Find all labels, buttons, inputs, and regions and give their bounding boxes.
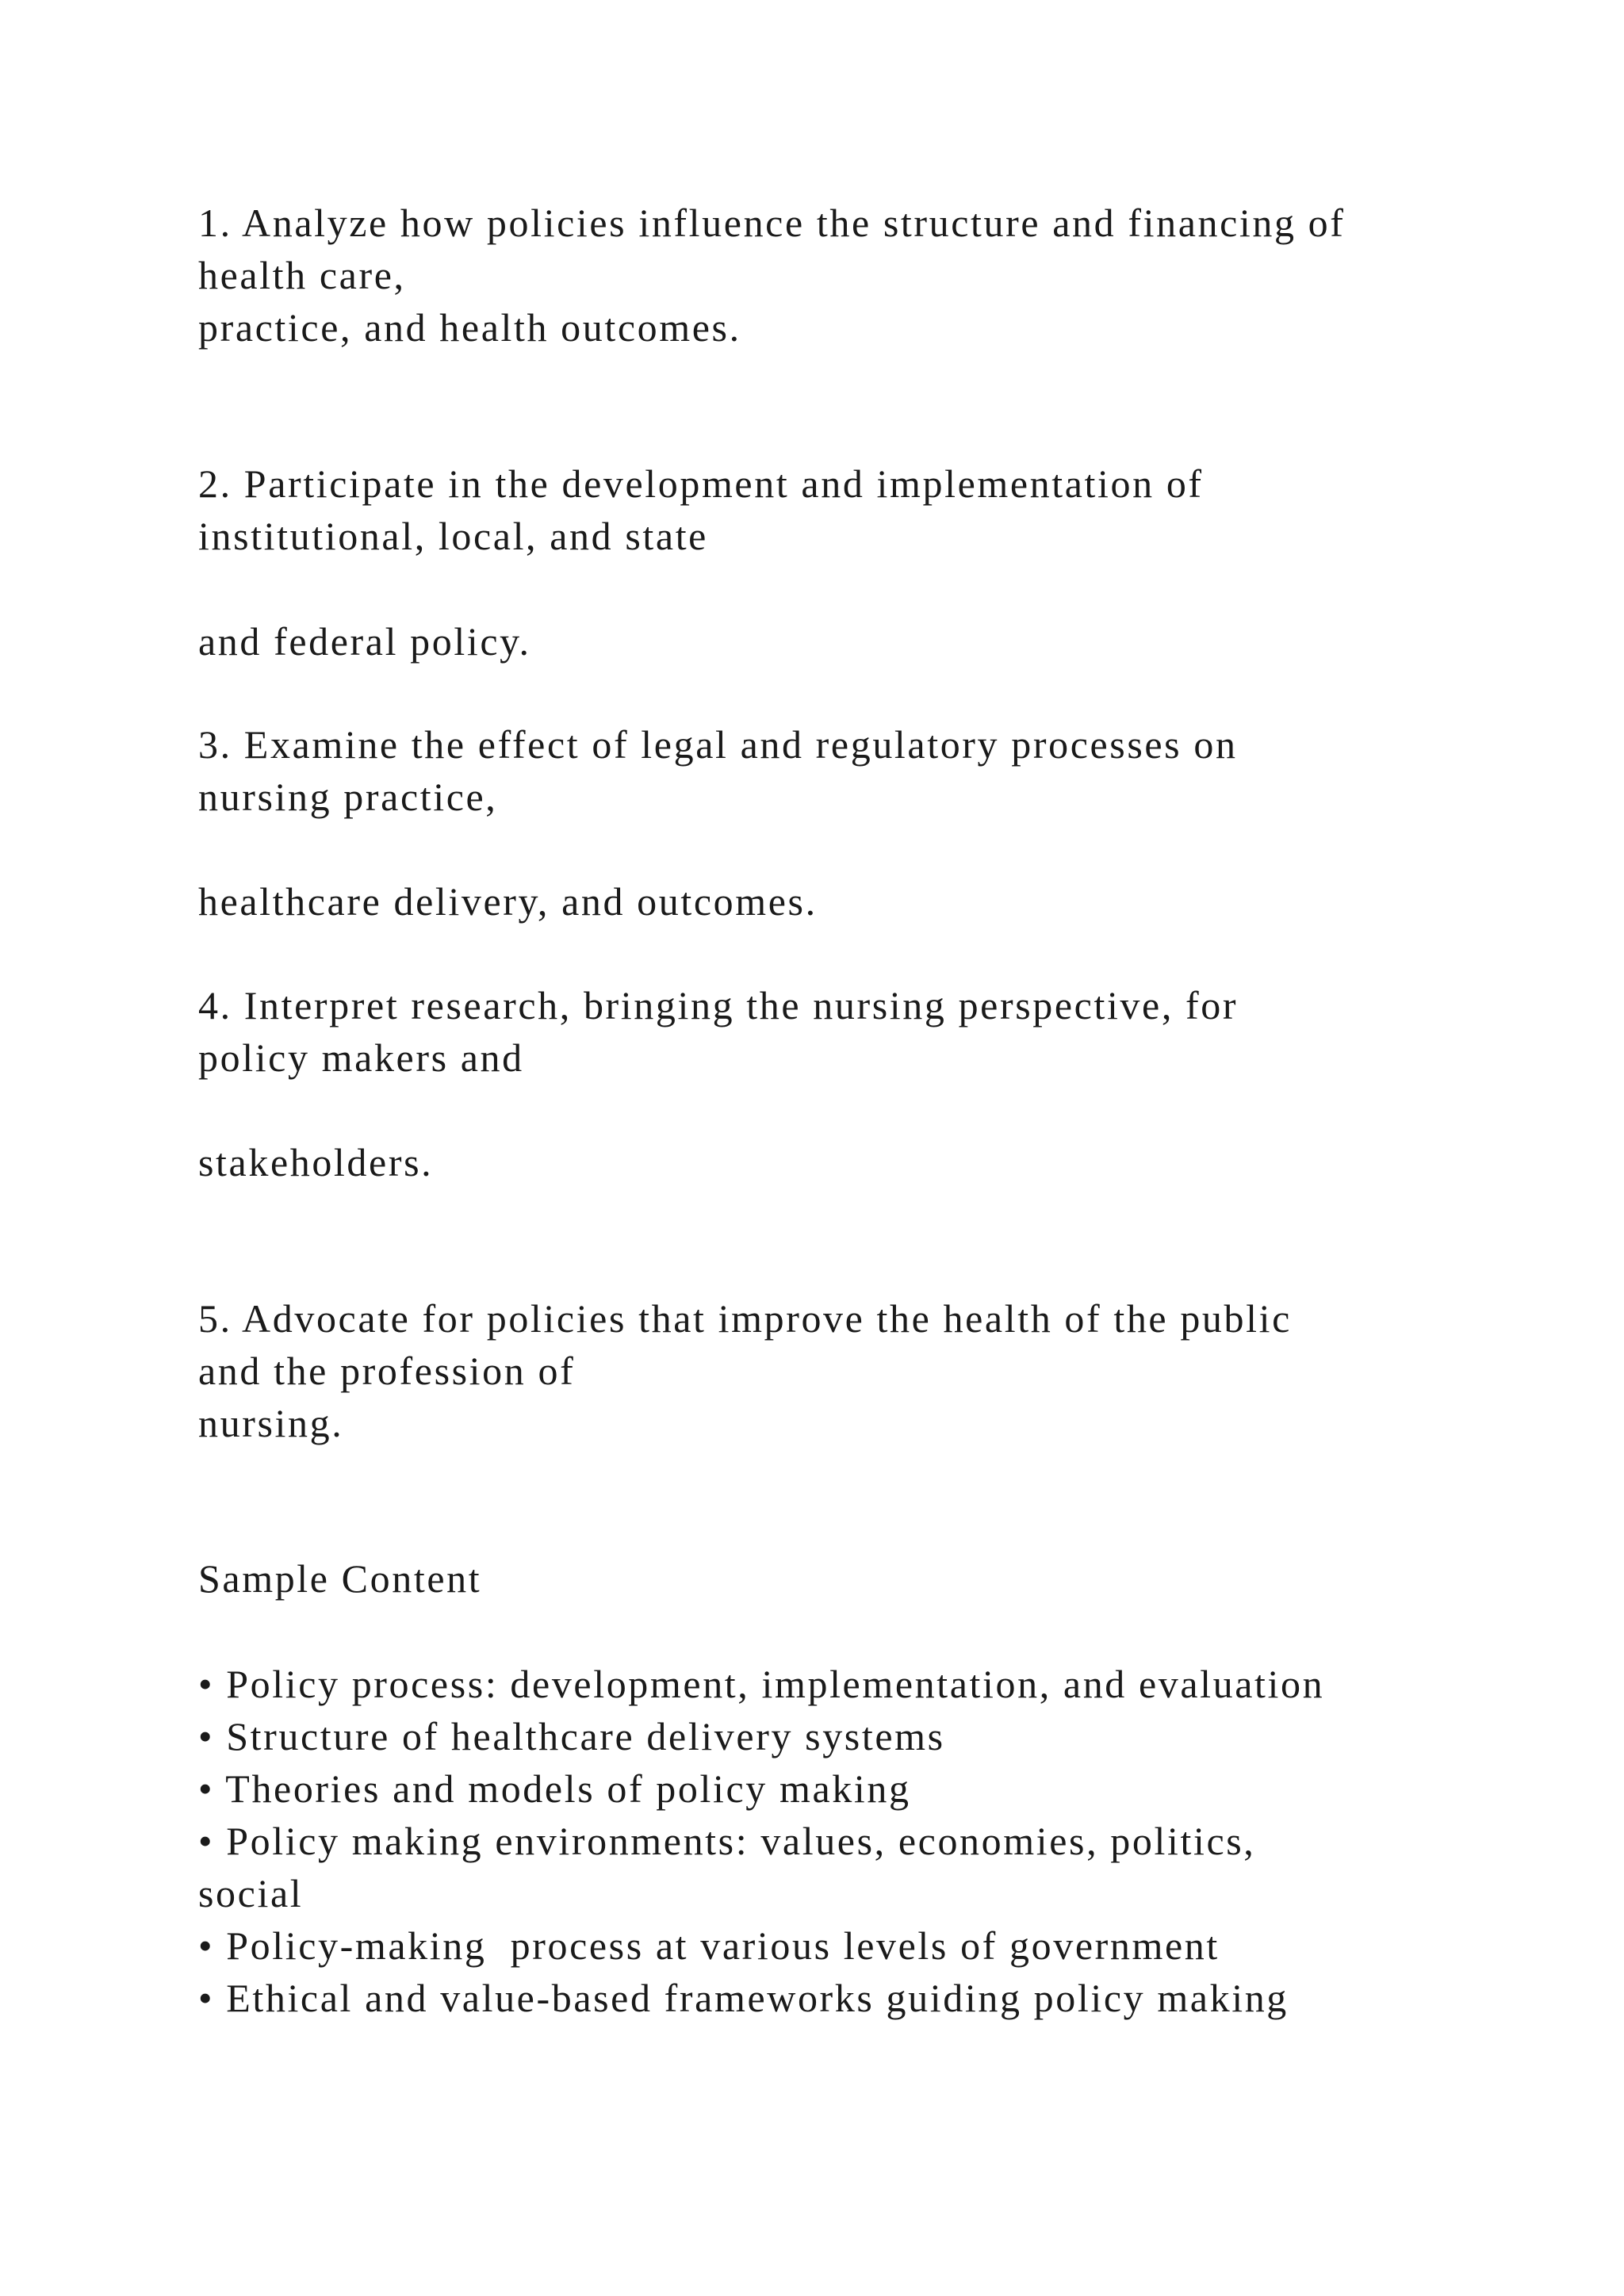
objective-2-line-1: 2. Participate in the development and implementation of (198, 461, 1204, 506)
objective-3-line-3: healthcare delivery, and outcomes. (198, 879, 818, 924)
objective-5-line-3: nursing. (198, 1401, 344, 1445)
objective-1-line-3: practice, and health outcomes. (198, 305, 741, 350)
objective-3-line-1: 3. Examine the effect of legal and regulatory processes on (198, 722, 1238, 767)
bullet-item: • Policy-making process at various levels of government (198, 1923, 1220, 1968)
objective-3-line-2: nursing practice, (198, 775, 498, 819)
objective-4-line-3: stakeholders. (198, 1140, 434, 1184)
bullet-item: • Ethical and value-based frameworks guiding policy making (198, 1976, 1289, 2020)
objective-5-line-2: and the profession of (198, 1349, 576, 1393)
bullet-item-continuation: social (198, 1871, 304, 1915)
objective-2-line-2: institutional, local, and state (198, 514, 708, 558)
objective-4-line-1: 4. Interpret research, bringing the nursing perspective, for (198, 983, 1239, 1027)
objective-1-line-1: 1. Analyze how policies influence the structure and financing of (198, 201, 1346, 245)
objective-5-line-1: 5. Advocate for policies that improve the health of the public (198, 1296, 1292, 1341)
bullet-item: • Theories and models of policy making (198, 1766, 911, 1811)
bullet-item: • Structure of healthcare delivery systems (198, 1714, 945, 1758)
bullet-item: • Policy process: development, implementation, and evaluation (198, 1662, 1325, 1706)
objective-4-line-2: policy makers and (198, 1035, 524, 1080)
objective-2-line-3: and federal policy. (198, 619, 531, 664)
objective-1-line-2: health care, (198, 253, 406, 297)
section-heading: Sample Content (198, 1556, 482, 1601)
bullet-item: • Policy making environments: values, economies, politics, (198, 1819, 1256, 1863)
